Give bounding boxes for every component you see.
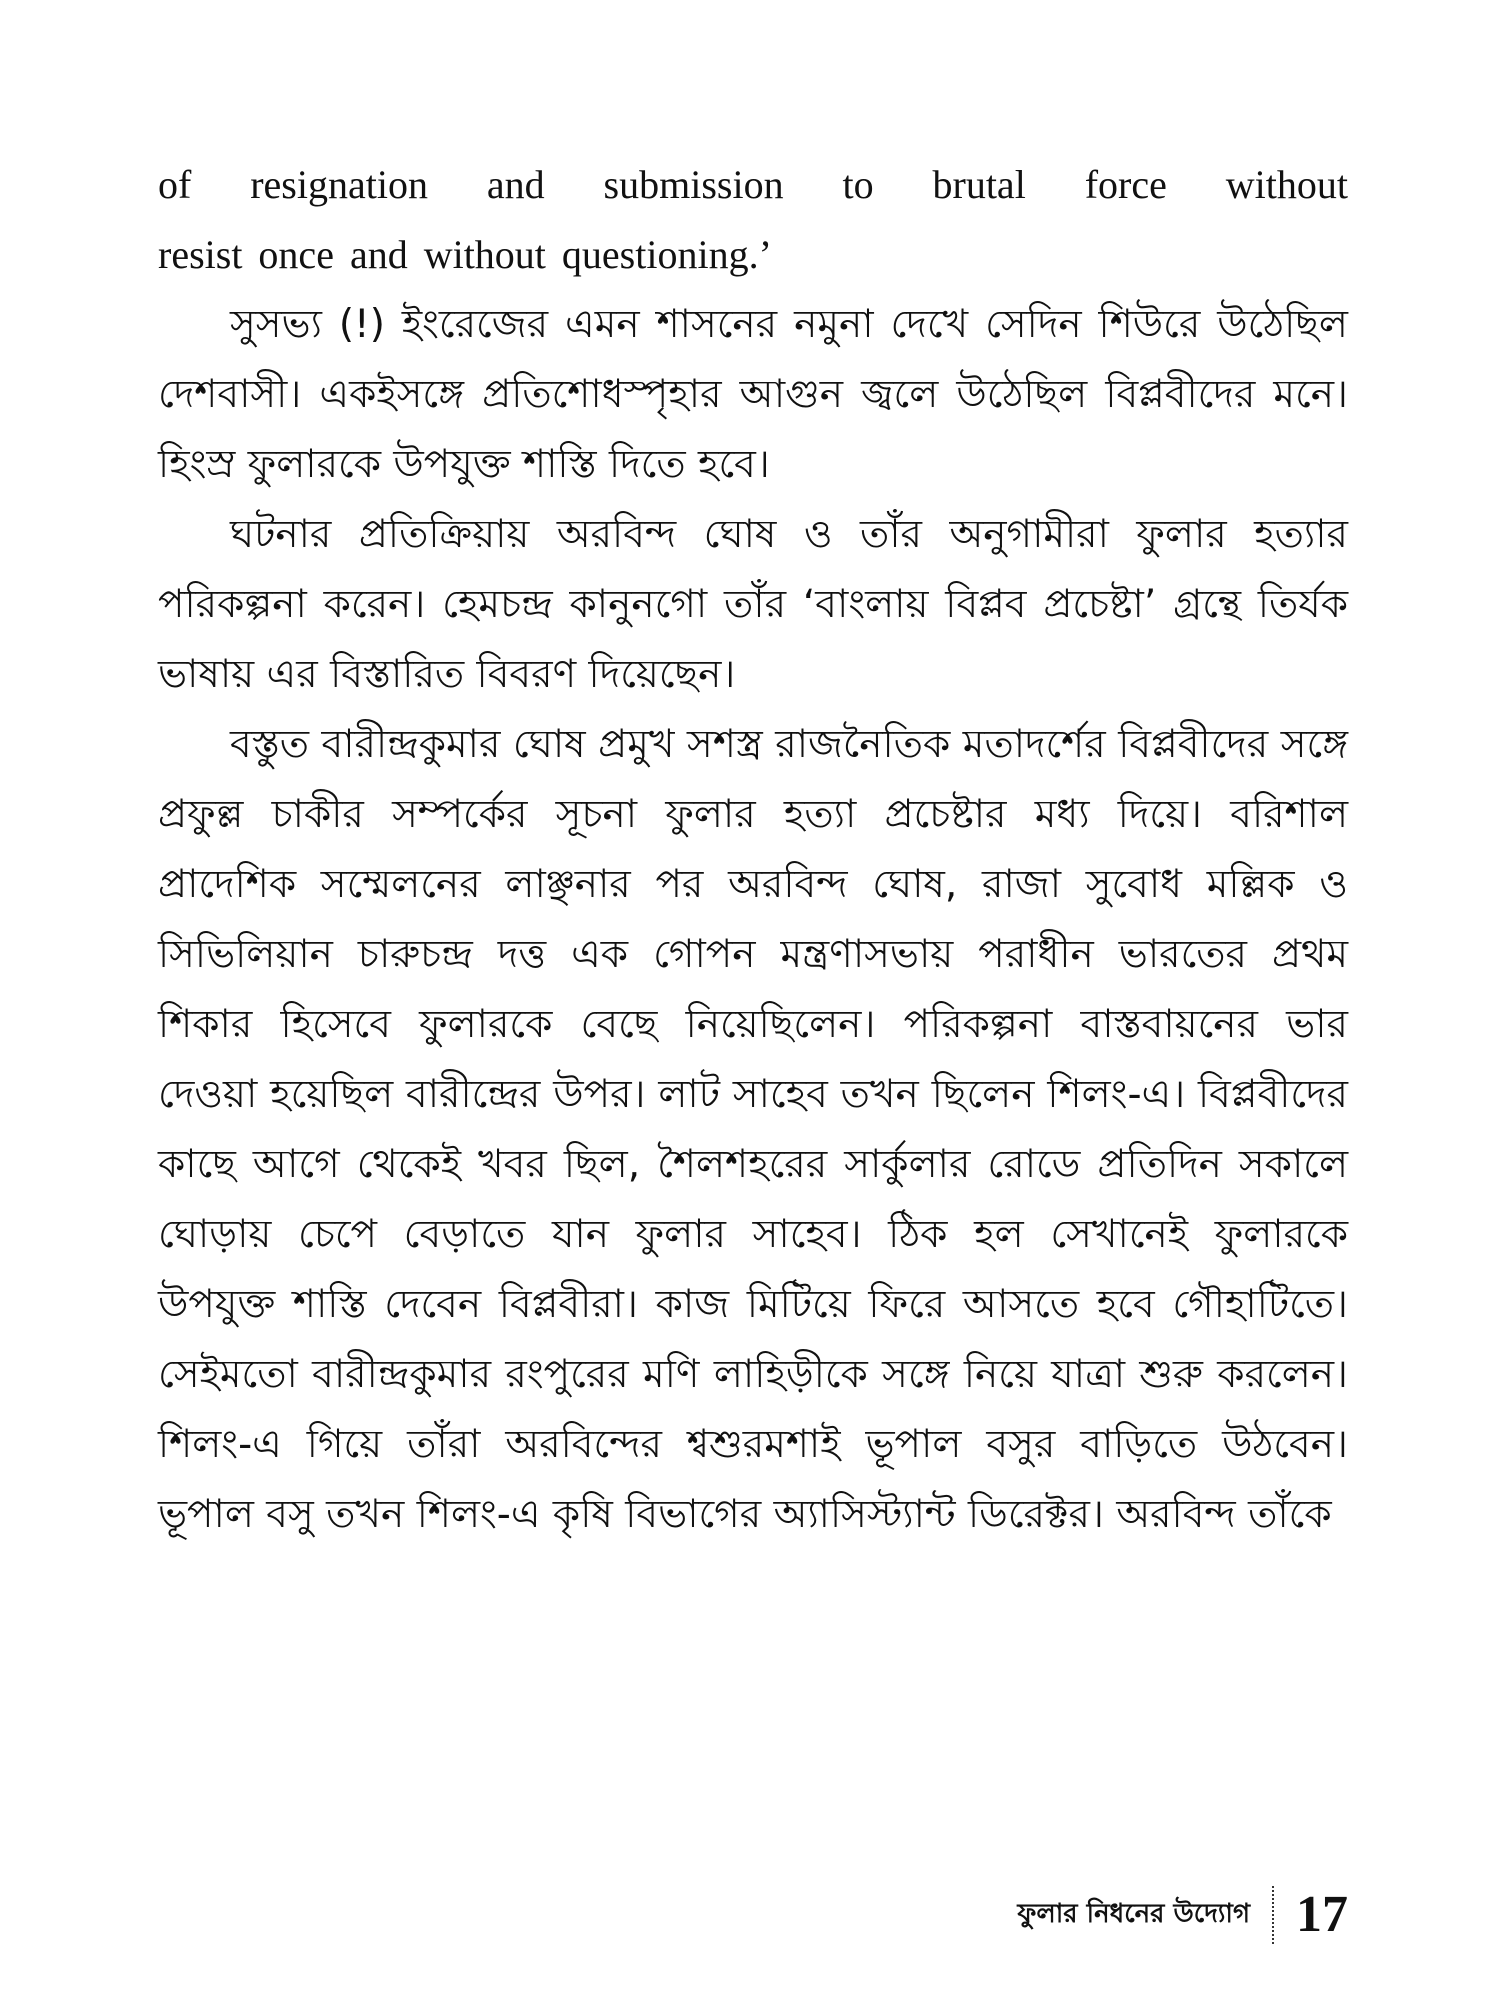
paragraph-1: সুসভ্য (!) ইংরেজের এমন শাসনের নমুনা দেখে সেদিন শিউরে উঠেছিল দেশবাসী। একইসঙ্গে প্রতিশোধস্পৃহার আগুন জ্বলে উঠেছিল বিপ্লবীদের মনে। হিংস্র ফুলারকে উপযুক্ত শাস্তি দিতে হবে। — [158, 302, 1348, 487]
english-quote-line-1: of resignation and submission to brutal force without — [158, 162, 1348, 207]
paragraph-3: বস্তুত বারীন্দ্রকুমার ঘোষ প্রমুখ সশস্ত্র রাজনৈতিক মতাদর্শের বিপ্লবীদের সঙ্গে প্রফুল্ল চাকীর সম্পর্কের সূচনা ফুলার হত্যা প্রচেষ্টার মধ্য দিয়ে। বরিশাল প্রাদেশিক সম্মেলনের লাঞ্ছনার পর অরবিন্দ ঘোষ, রাজা সুবোধ মল্লিক ও সিভিলিয়ান চারুচন্দ্র দত্ত এক গোপন মন্ত্রণাসভায় পরাধীন ভারতের প্রথম শিকার হিসেবে ফুলারকে বেছে নিয়েছিলেন। পরিকল্পনা বাস্তবায়নের ভার দেওয়া হয়েছিল বারীন্দ্রের উপর। লাট সাহেব তখন ছিলেন শিলং-এ। বিপ্লবীদের কাছে আগে থেকেই খবর ছিল, শৈলশহরের সার্কুলার রোডে প্রতিদিন সকালে ঘোড়ায় চেপে বেড়াতে যান ফুলার সাহেব। ঠিক হল সেখানেই ফুলারকে উপযুক্ত শাস্তি দেবেন বিপ্লবীরা। কাজ মিটিয়ে ফিরে আসতে হবে গৌহাটিতে। সেইমতো বারীন্দ্রকুমার রংপুরের মণি লাহিড়ীকে সঙ্গে নিয়ে যাত্রা শুরু করলেন। শিলং-এ গিয়ে তাঁরা অরবিন্দের শ্বশুরমশাই ভূপাল বসুর বাড়িতে উঠবেন। ভূপাল বসু তখন শিলং-এ কৃষি বিভাগের অ্যাসিস্ট্যান্ট ডিরেক্টর। অরবিন্দ তাঁকে — [158, 722, 1348, 1537]
paragraph-2: ঘটনার প্রতিক্রিয়ায় অরবিন্দ ঘোষ ও তাঁর অনুগামীরা ফুলার হত্যার পরিকল্পনা করেন। হেমচন্দ্র কানুনগো তাঁর ‘বাংলায় বিপ্লব প্রচেষ্টা’ গ্রন্থে তির্যক ভাষায় এর বিস্তারিত বিবরণ দিয়েছেন। — [158, 512, 1348, 697]
footer-divider — [1272, 1886, 1274, 1944]
page-footer — [1017, 1885, 1348, 1944]
page-number: 17 — [1296, 1886, 1348, 1943]
running-title: ফুলার নিধনের উদ্যোগ — [1017, 1898, 1250, 1929]
english-quote-line-2: resist once and without questioning.’ — [158, 232, 772, 277]
page-body — [158, 150, 1348, 1550]
